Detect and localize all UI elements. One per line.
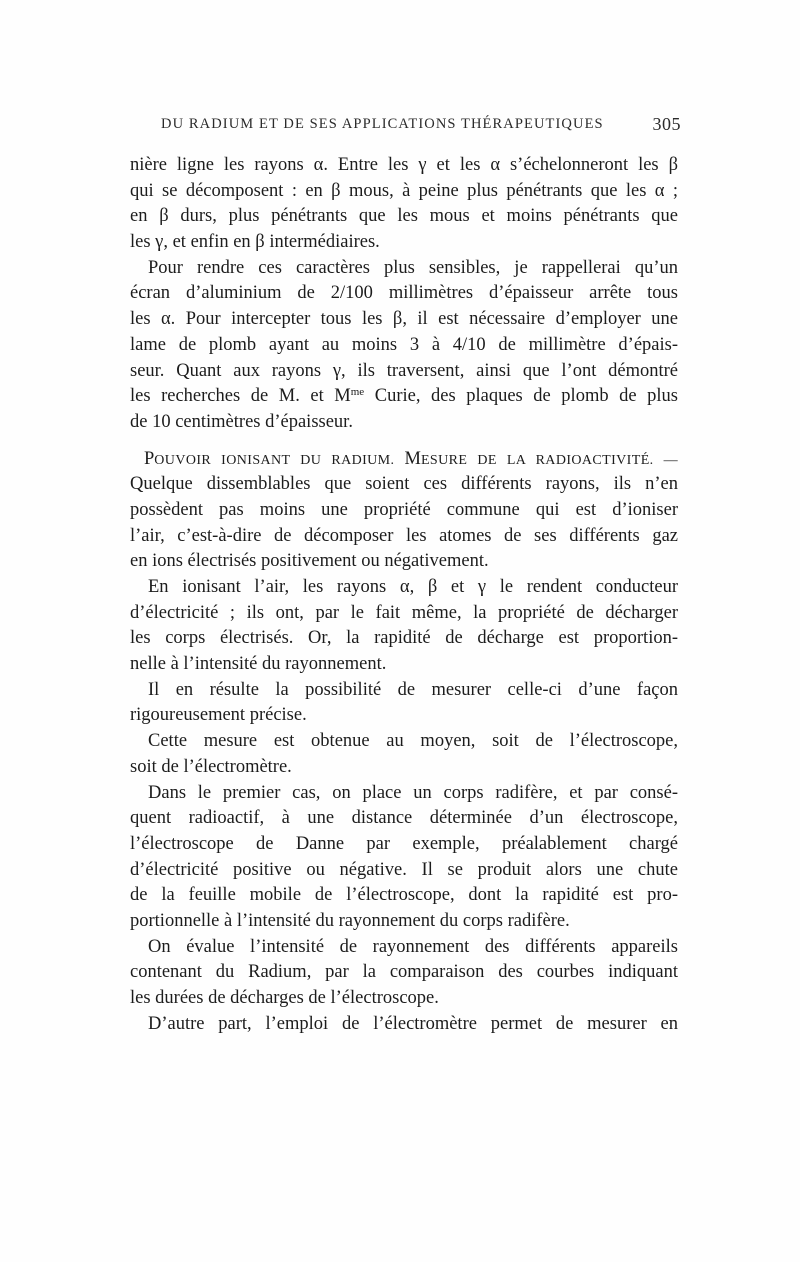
text-line: Quelque dissemblables que soient ces différents rayons, ils n’en bbox=[130, 474, 678, 495]
text-line: portionnelle à l’intensité du rayonnement du corps radifère. bbox=[130, 910, 570, 931]
text-fragment: les recherches de M. et M bbox=[130, 386, 351, 407]
text-line: d’électricité positive ou négative. Il se produit alors une chute bbox=[130, 859, 678, 880]
text-line: contenant du Radium, par la comparaison des courbes indiquant bbox=[130, 962, 678, 983]
text-line: de 10 centimètres d’épaisseur. bbox=[130, 411, 353, 432]
text-line: l’électroscope de Danne par exemple, préalablement chargé bbox=[130, 833, 678, 854]
text-line: en ions électrisés positivement ou négativement. bbox=[130, 551, 489, 572]
text-line: les durées de décharges de l’électroscope. bbox=[130, 988, 439, 1008]
text-line: en β durs, plus pénétrants que les mous et moins pénétrants que bbox=[130, 206, 678, 227]
paragraph-gap bbox=[130, 436, 678, 447]
text-line: l’air, c’est-à-dire de décomposer les atomes de ses différents gaz bbox=[130, 525, 678, 546]
superscript: me bbox=[350, 386, 365, 399]
text-line: les γ, et enfin en β intermédiaires. bbox=[130, 232, 380, 253]
text-line: d’électricité ; ils ont, par le fait même, la propriété de décharger bbox=[130, 602, 678, 623]
text-line: D’autre part, l’emploi de l’électromètre permet de mesurer en bbox=[148, 1013, 678, 1034]
text-line: rigoureusement précise. bbox=[130, 705, 307, 726]
text-line: nelle à l’intensité du rayonnement. bbox=[130, 654, 387, 675]
running-head bbox=[161, 116, 681, 140]
running-title: DU RADIUM ET DE SES APPLICATIONS THÉRAPEUTIQUES bbox=[161, 116, 604, 132]
text-line: soit de l’électromètre. bbox=[130, 756, 292, 777]
text-line: seur. Quant aux rayons γ, ils traversent, ainsi que l’ont démontré bbox=[130, 360, 678, 381]
text-line: Pour rendre ces caractères plus sensibles, je rappellerai qu’un bbox=[148, 257, 678, 278]
text-line: Dans le premier cas, on place un corps radifère, et par consé- bbox=[148, 782, 678, 803]
text-line bbox=[130, 384, 678, 410]
heading-part: OUVOIR IONISANT DU RADIUM. bbox=[154, 452, 405, 468]
text-line: On évalue l’intensité de rayonnement des différents appareils bbox=[148, 936, 678, 957]
body-text bbox=[130, 153, 678, 1037]
text-line: écran d’aluminium de 2/100 millimètres d’épaisseur arrête tous bbox=[130, 283, 678, 304]
text-line: de la feuille mobile de l’électroscope, dont la rapidité est pro- bbox=[130, 885, 678, 906]
text-line: En ionisant l’air, les rayons α, β et γ le rendent conducteur bbox=[148, 577, 678, 597]
heading-part: ESURE DE LA RADIOACTIVITÉ. — bbox=[420, 452, 678, 468]
text-line: nière ligne les rayons α. Entre les γ et les α s’échelonneront les β bbox=[130, 155, 678, 175]
text-line: Cette mesure est obtenue au moyen, soit de l’électroscope, bbox=[148, 731, 678, 752]
heading-initial: P bbox=[144, 448, 155, 469]
text-line: qui se décomposent : en β mous, à peine plus pénétrants que les α ; bbox=[130, 180, 678, 201]
text-line: Il en résulte la possibilité de mesurer celle-ci d’une façon bbox=[148, 679, 678, 700]
text-fragment: Curie, des plaques de plomb de plus bbox=[364, 386, 678, 407]
text-line: lame de plomb ayant au moins 3 à 4/10 de millimètre d’épais- bbox=[130, 334, 678, 355]
section-heading bbox=[130, 447, 678, 473]
text-line: les corps électrisés. Or, la rapidité de décharge est proportion- bbox=[130, 628, 678, 649]
text-line: les α. Pour intercepter tous les β, il est nécessaire d’employer une bbox=[130, 309, 678, 330]
page-number: 305 bbox=[652, 114, 681, 134]
heading-initial: M bbox=[404, 448, 421, 469]
text-line: possèdent pas moins une propriété commune qui est d’ioniser bbox=[130, 499, 678, 520]
text-line: quent radioactif, à une distance déterminée d’un électroscope, bbox=[130, 808, 678, 829]
